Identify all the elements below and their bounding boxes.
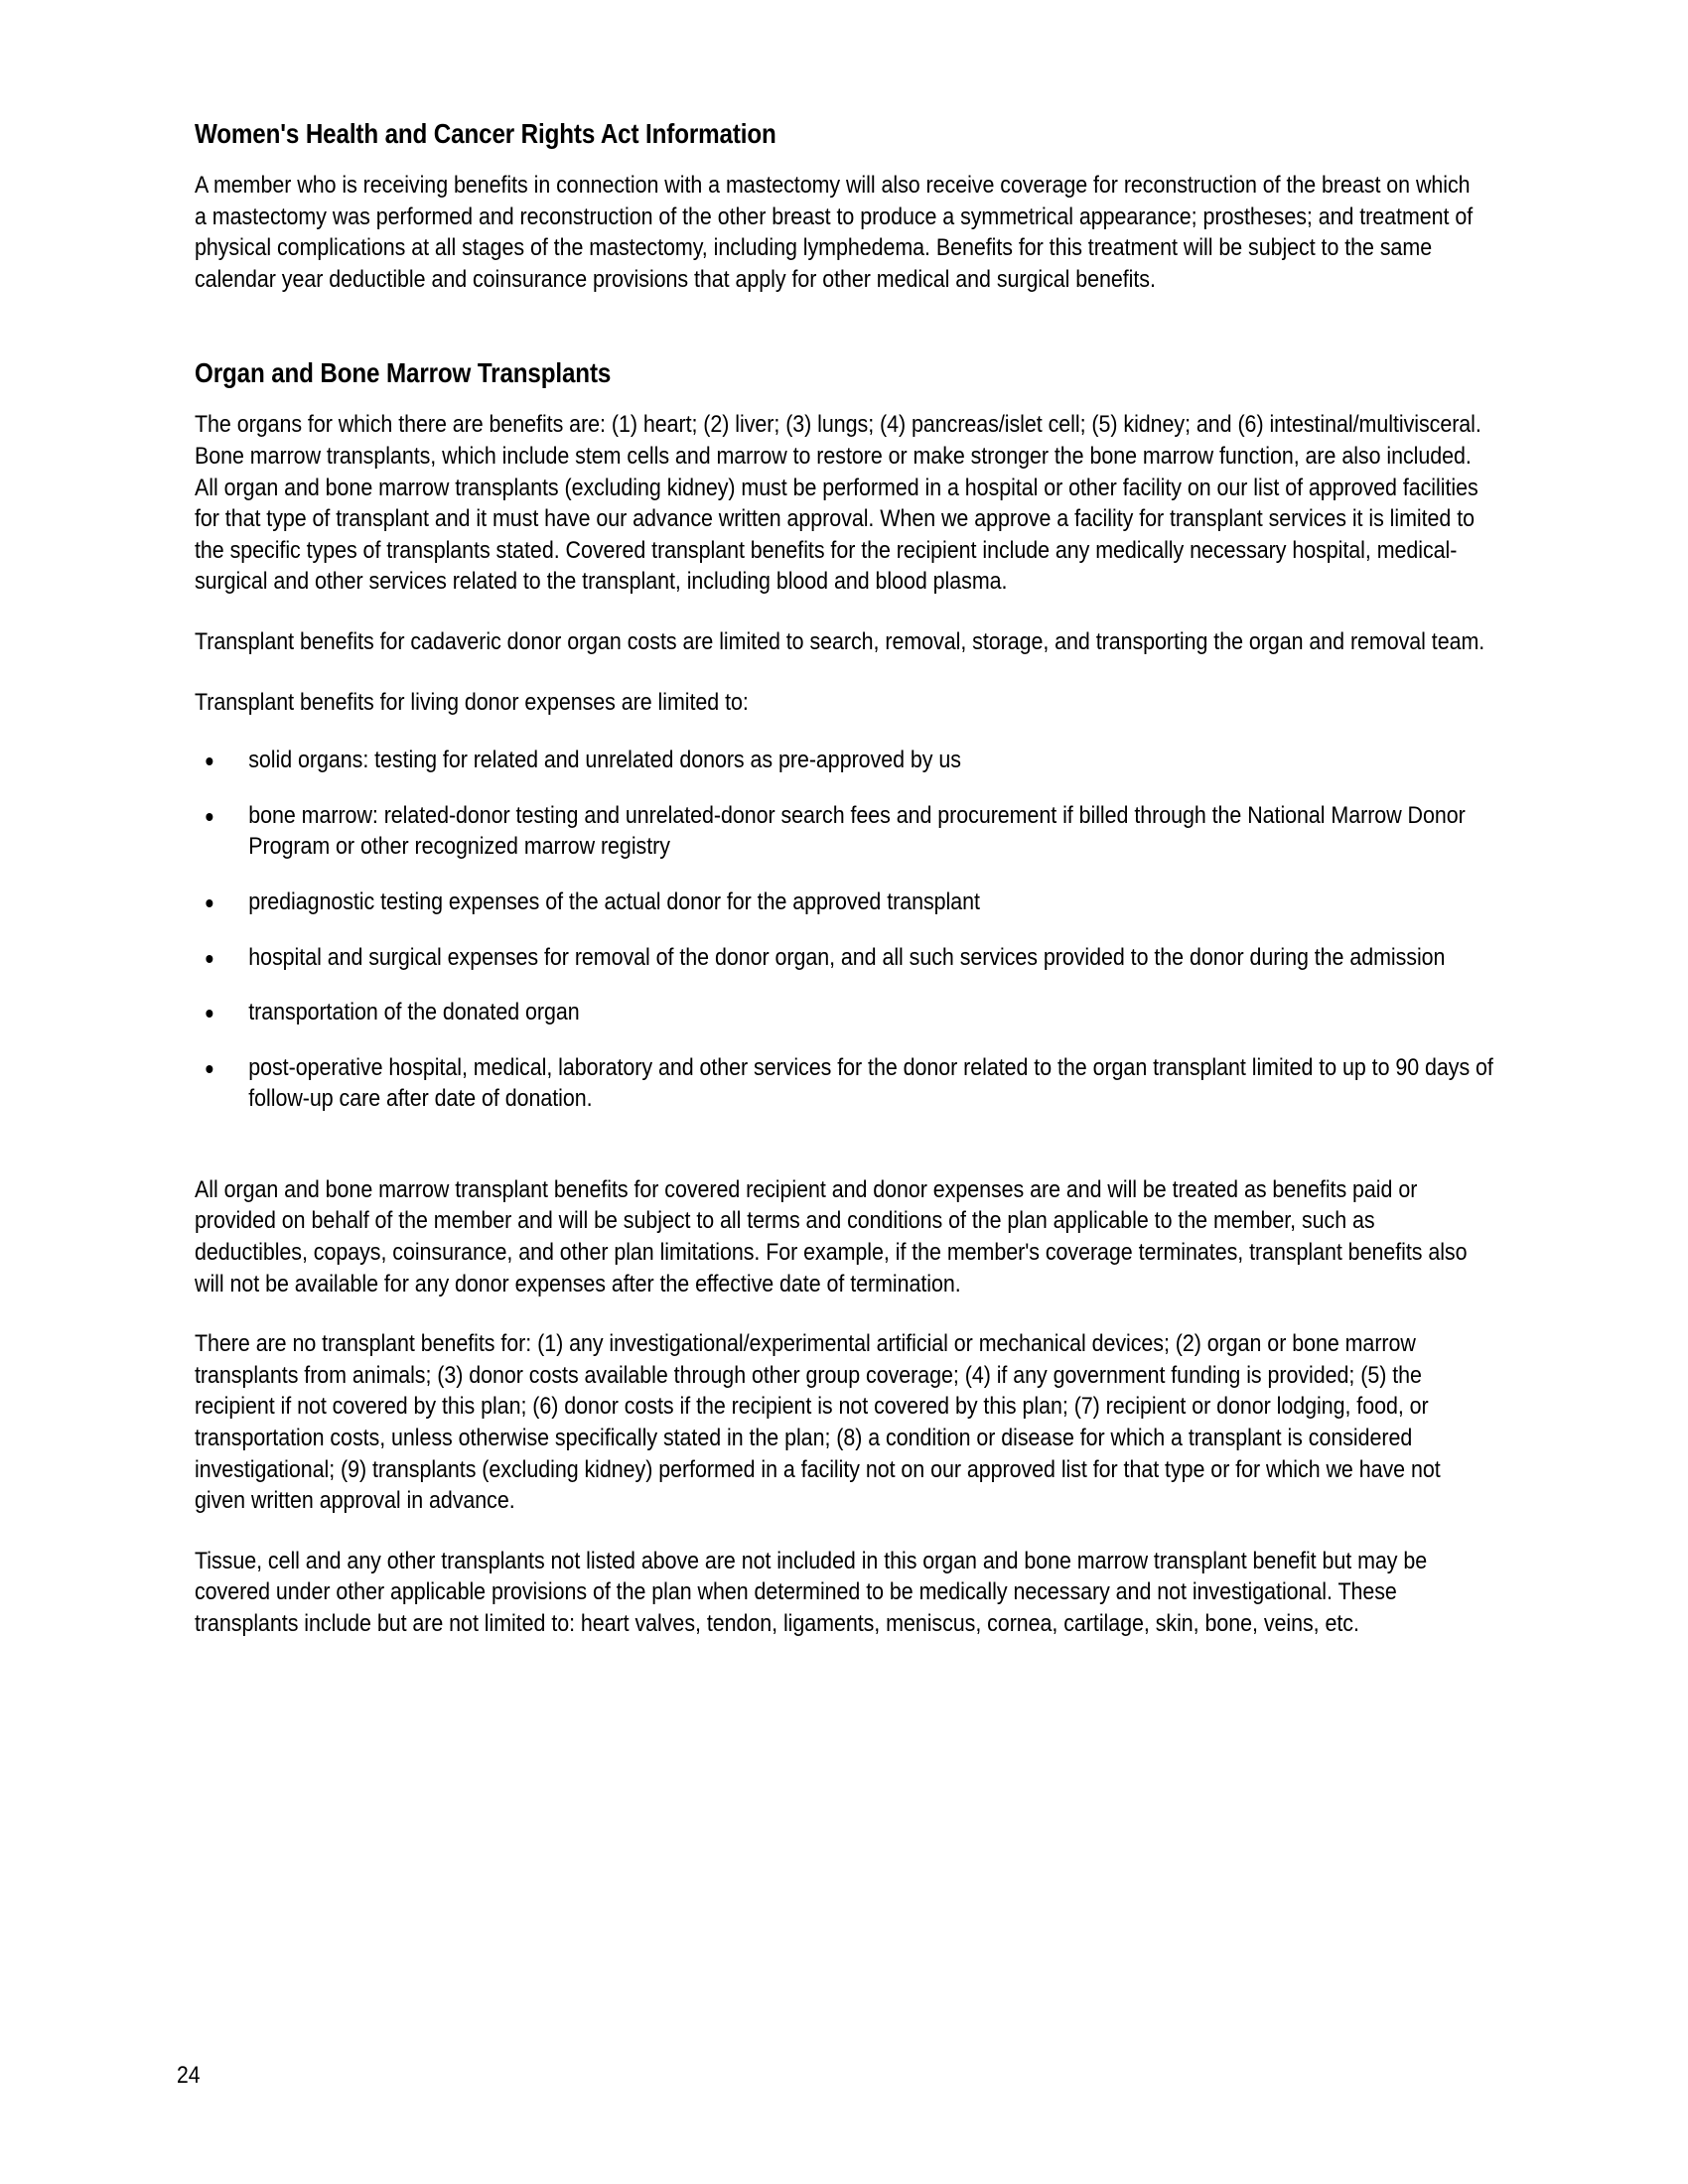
list-item xyxy=(195,800,1539,863)
paragraph-womens-health-coverage: A member who is receiving benefits in connection with a mastectomy will also receive coverage for reconstruction of the breast on which a mastectomy was performed and reconstruction of the other breast to produce a symmetrical appearance; prostheses; and treatment of physical complications at all stages of the mastectomy, including lymphedema. Benefits for this treatment will be subject to the same calendar year deductible and coinsurance provisions that apply for other medical and surgical benefits. xyxy=(195,172,1474,293)
document-body xyxy=(195,117,1493,1669)
list-paragraph-spacer xyxy=(195,1141,1485,1174)
list-item xyxy=(195,1052,1539,1115)
list-item xyxy=(195,997,1539,1028)
list-item-text: bone marrow: related-donor testing and unrelated-donor search fees and procurement if billed through the National Marrow Donor Program or other recognized marrow registry xyxy=(248,801,1466,861)
bullet-dot-icon xyxy=(206,899,212,907)
paragraph-transplant-exclusions: There are no transplant benefits for: (1) any investigational/experimental artificial or mechanical devices; (2) organ or bone marrow transplants from animals; (3) donor costs available through other group coverage; (4) if any government funding is provided; (5) the recipient if not covered by this plan; (6) donor costs if the recipient is not covered by this plan; (7) recipient or donor lodging, food, or transportation costs, unless otherwise specifically stated in the plan; (8) a condition or disease for which a transplant is considered investigational; (9) transplants (excluding kidney) performed in a facility not on our approved list for that type or for which we have not given written approval in advance. xyxy=(195,1330,1441,1515)
list-item-text: prediagnostic testing expenses of the actual donor for the approved transplant xyxy=(248,887,980,915)
list-item xyxy=(195,942,1539,974)
paragraph-tissue-cell-transplants: Tissue, cell and any other transplants not listed above are not included in this organ and bone marrow transplant benefit but may be covered under other applicable provisions of the plan when determined to be medically necessary and not investigational. These transplants include but are not limited to: heart valves, tendon, ligaments, meniscus, cornea, cartilage, skin, bone, veins, etc. xyxy=(195,1547,1428,1637)
bullet-dot-icon xyxy=(206,813,212,821)
list-item xyxy=(195,745,1539,776)
bullet-dot-icon xyxy=(206,757,212,765)
bullet-dot-icon xyxy=(206,1065,212,1073)
list-item-text: transportation of the donated organ xyxy=(248,999,580,1026)
paragraph-cadaveric-donor: Transplant benefits for cadaveric donor organ costs are limited to search, removal, storage, and transporting the organ and removal team. xyxy=(195,627,1485,655)
page-number: 24 xyxy=(177,2062,201,2089)
list-item-text: hospital and surgical expenses for removal of the donor organ, and all such services provided to the donor during the admission xyxy=(248,943,1446,971)
section-heading-womens-health: Women's Health and Cancer Rights Act Information xyxy=(195,118,776,149)
list-item xyxy=(195,887,1539,918)
section-heading-organ-transplants: Organ and Bone Marrow Transplants xyxy=(195,357,612,389)
list-item-text: post-operative hospital, medical, laboratory and other services for the donor related to the organ transplant limited to up to 90 days of follow-up care after date of donation. xyxy=(248,1053,1493,1113)
living-donor-benefits-list xyxy=(195,745,1493,1115)
bullet-dot-icon xyxy=(206,1010,212,1018)
paragraph-benefits-treatment-terms: All organ and bone marrow transplant benefits for covered recipient and donor expenses are and will be treated as benefits paid or provided on behalf of the member and will be subject to all terms and conditions of the plan applicable to the member, such as deductibles, copays, coinsurance, and other plan limitations. For example, if the member's coverage terminates, transplant benefits also will not be available for any donor expenses after the effective date of termination. xyxy=(195,1175,1468,1297)
bullet-dot-icon xyxy=(206,955,212,963)
paragraph-covered-organs: The organs for which there are benefits are: (1) heart; (2) liver; (3) lungs; (4) pancreas/islet cell; (5) kidney; and (6) intestinal/multivisceral. Bone marrow transplants, which include stem cells and marrow to restore or make stronger the bone marrow function, are also included. All organ and bone marrow transplants (excluding kidney) must be performed in a hospital or other facility on our list of approved facilities for that type of transplant and it must have our advance written approval. When we approve a facility for transplant services it is limited to the specific types of transplants stated. Covered transplant benefits for the recipient include any medically necessary hospital, medical-surgical and other services related to the transplant, including blood and blood plasma. xyxy=(195,411,1481,596)
paragraph-living-donor-intro: Transplant benefits for living donor expenses are limited to: xyxy=(195,688,749,716)
list-item-text: solid organs: testing for related and unrelated donors as pre-approved by us xyxy=(248,747,961,774)
